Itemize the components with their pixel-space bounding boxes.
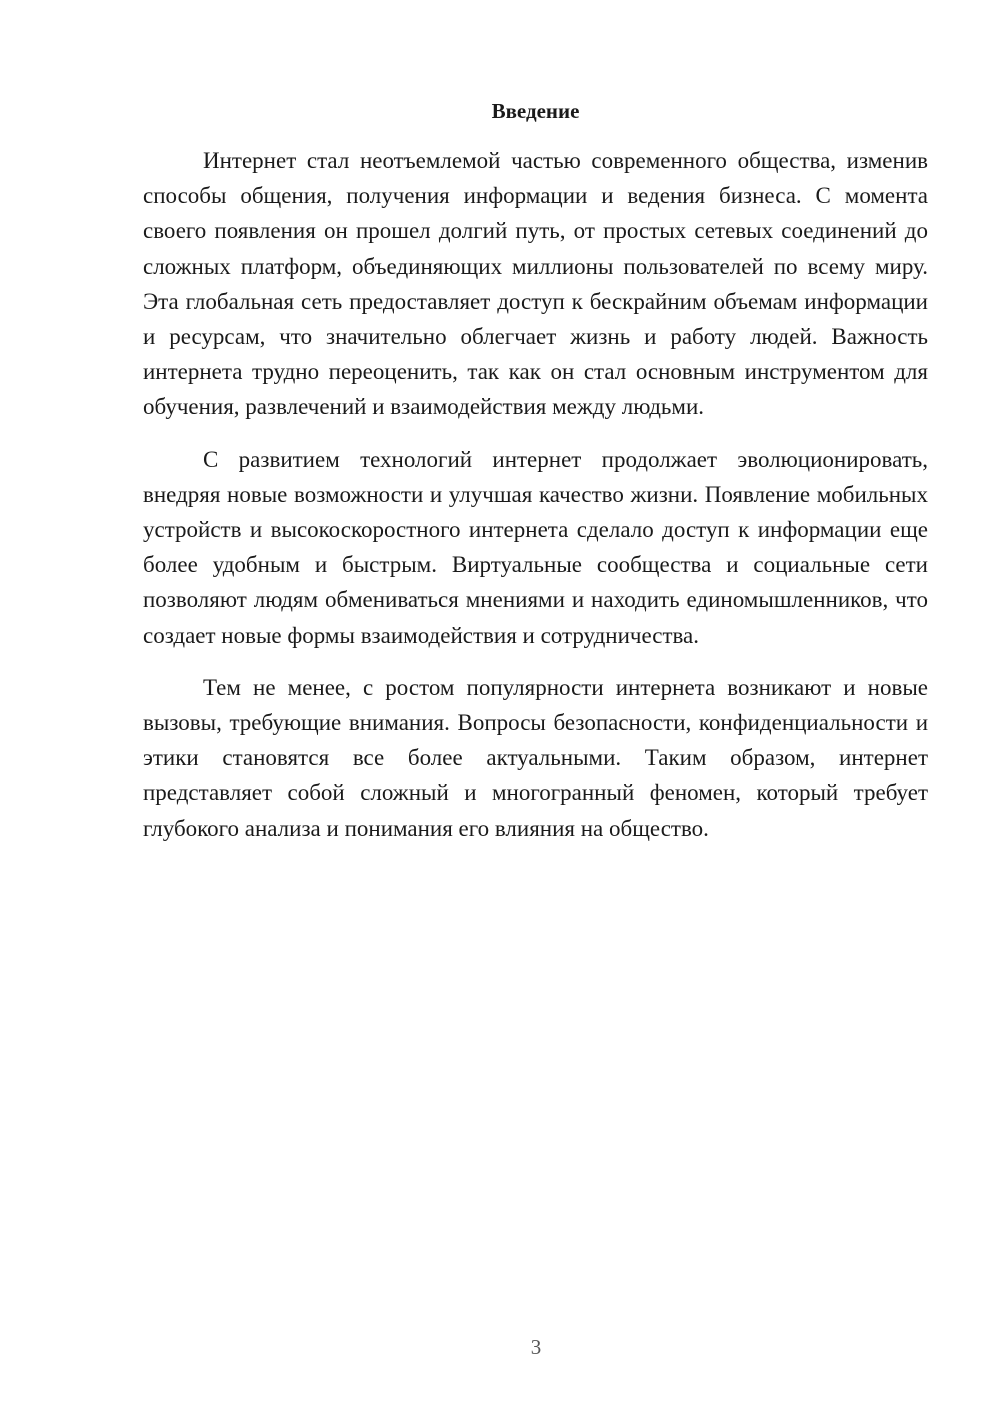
- section-title: Введение: [491, 99, 580, 123]
- paragraph-1: Интернет стал неотъемлемой частью современного общества, изменив способы общения, получения информации и ведения бизнеса. С момента своего появления он прошел долгий путь, от простых сетевых соединений до сложных платформ, объединяющих миллионы пользователей по всему миру. Эта глобальная сеть предоставляет доступ к бескрайним объемам информации и ресурсам, что значительно облегчает жизнь и работу людей. Важность интернета трудно переоценить, так как он стал основным инструментом для обучения, развлечений и взаимодействия между людьми.: [143, 148, 928, 420]
- page-number: 3: [530, 1335, 542, 1359]
- paragraph-2: С развитием технологий интернет продолжает эволюционировать, внедряя новые возможности и улучшая качество жизни. Появление мобильных устройств и высокоскоростного интернета сделало доступ к информации еще более удобным и быстрым. Виртуальные сообщества и социальные сети позволяют людям обмениваться мнениями и находить единомышленников, что создает новые формы взаимодействия и сотрудничества.: [143, 446, 928, 648]
- body-text: [143, 143, 928, 863]
- paragraph-3: Тем не менее, с ростом популярности интернета возникают и новые вызовы, требующие внимания. Вопросы безопасности, конфиденциальности и этики становятся все более актуальными. Таким образом, интернет представляет собой сложный и многогранный феномен, который требует глубокого анализа и понимания его влияния на общество.: [143, 674, 928, 841]
